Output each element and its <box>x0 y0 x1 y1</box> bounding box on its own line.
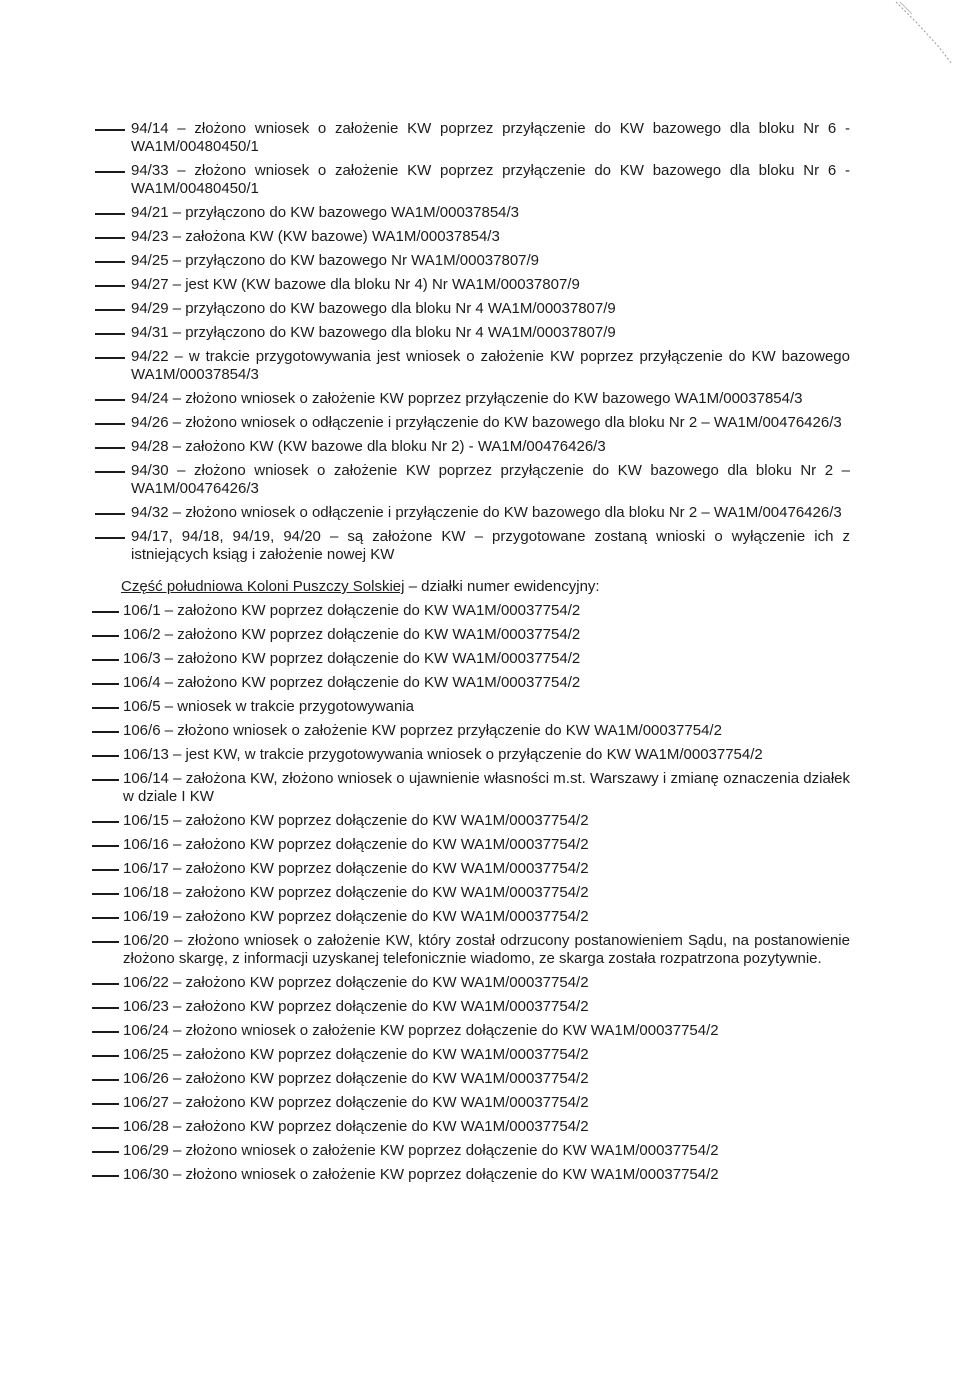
dash-bullet <box>92 731 119 733</box>
item-text: 106/25 – założono KW poprzez dołączenie do KW WA1M/00037754/2 <box>123 1046 589 1063</box>
list-item <box>0 860 960 878</box>
item-text: 94/25 – przyłączono do KW bazowego Nr WA1M/00037807/9 <box>131 252 540 269</box>
dash-bullet <box>92 917 119 919</box>
section-heading-underlined: Część południowa Koloni Puszczy Solskiej <box>121 578 405 595</box>
list-item <box>0 650 960 668</box>
dash-bullet <box>95 285 125 287</box>
list-item <box>0 746 960 764</box>
list-item <box>0 602 960 620</box>
dash-bullet <box>92 707 119 709</box>
dash-bullet <box>95 237 125 239</box>
dash-bullet <box>95 513 125 515</box>
section-heading <box>0 578 960 596</box>
item-text: 106/18 – założono KW poprzez dołączenie do KW WA1M/00037754/2 <box>123 884 589 901</box>
item-text: 94/21 – przyłączono do KW bazowego WA1M/00037854/3 <box>131 204 520 221</box>
list-item <box>0 998 960 1016</box>
list-item <box>0 528 960 564</box>
dash-bullet <box>95 333 125 335</box>
item-text: 106/19 – założono KW poprzez dołączenie do KW WA1M/00037754/2 <box>123 908 589 925</box>
list-item <box>0 120 960 156</box>
list-item <box>0 836 960 854</box>
dash-bullet <box>95 129 125 131</box>
item-text: 94/23 – założona KW (KW bazowe) WA1M/00037854/3 <box>131 228 500 245</box>
list-item <box>0 438 960 456</box>
item-text: 106/4 – założono KW poprzez dołączenie do KW WA1M/00037754/2 <box>123 674 581 691</box>
item-text: 94/30 – złożono wniosek o założenie KW poprzez przyłączenie do KW bazowego dla bloku Nr 2 – WA1M/00476426/3 <box>131 462 850 497</box>
item-text: 106/16 – założono KW poprzez dołączenie do KW WA1M/00037754/2 <box>123 836 589 853</box>
item-text: 106/3 – założono KW poprzez dołączenie do KW WA1M/00037754/2 <box>123 650 581 667</box>
dash-bullet <box>92 821 119 823</box>
item-text: 94/32 – złożono wniosek o odłączenie i przyłączenie do KW bazowego dla bloku Nr 2 – WA1M/00476426/3 <box>131 504 842 521</box>
list-item <box>0 414 960 432</box>
list-item <box>0 722 960 740</box>
dash-bullet <box>92 635 119 637</box>
list-item <box>0 1166 960 1184</box>
dash-bullet <box>92 1031 119 1033</box>
item-text: 106/24 – złożono wniosek o założenie KW poprzez dołączenie do KW WA1M/00037754/2 <box>123 1022 719 1039</box>
item-text: 94/14 – złożono wniosek o założenie KW poprzez przyłączenie do KW bazowego dla bloku Nr 6 - WA1M/00480450/1 <box>131 120 850 155</box>
item-text: 106/27 – założono KW poprzez dołączenie do KW WA1M/00037754/2 <box>123 1094 589 1111</box>
list-item <box>0 204 960 222</box>
dash-bullet <box>92 941 119 943</box>
dash-bullet <box>95 357 125 359</box>
list-item <box>0 1070 960 1088</box>
scan-artifact-mark <box>886 0 956 70</box>
list-item <box>0 1022 960 1040</box>
dash-bullet <box>95 423 125 425</box>
list-item <box>0 228 960 246</box>
list-item <box>0 504 960 522</box>
dash-bullet <box>95 447 125 449</box>
list-item <box>0 674 960 692</box>
item-text: 106/1 – założono KW poprzez dołączenie do KW WA1M/00037754/2 <box>123 602 581 619</box>
section-heading-rest: – działki numer ewidencyjny: <box>404 578 600 595</box>
dash-bullet <box>92 683 119 685</box>
dash-bullet <box>92 1055 119 1057</box>
list-item <box>0 812 960 830</box>
item-text: 106/22 – założono KW poprzez dołączenie do KW WA1M/00037754/2 <box>123 974 589 991</box>
item-text: 106/26 – założono KW poprzez dołączenie do KW WA1M/00037754/2 <box>123 1070 589 1087</box>
list-item <box>0 932 960 968</box>
item-text: 106/30 – złożono wniosek o założenie KW poprzez dołączenie do KW WA1M/00037754/2 <box>123 1166 719 1183</box>
dash-bullet <box>92 779 119 781</box>
dash-bullet <box>92 983 119 985</box>
list-item <box>0 1118 960 1136</box>
item-text: 94/22 – w trakcie przygotowywania jest wniosek o założenie KW poprzez przyłączenie do KW bazowego WA1M/00037854/3 <box>131 348 850 383</box>
item-text: 106/23 – założono KW poprzez dołączenie do KW WA1M/00037754/2 <box>123 998 589 1015</box>
list-item <box>0 1142 960 1160</box>
dash-bullet <box>92 845 119 847</box>
item-text: 106/14 – założona KW, złożono wniosek o ujawnienie własności m.st. Warszawy i zmianę oznaczenia działek w dziale I KW <box>123 770 850 805</box>
dash-bullet <box>95 171 125 173</box>
list-item <box>0 884 960 902</box>
dash-bullet <box>95 309 125 311</box>
item-text: 94/24 – złożono wniosek o założenie KW poprzez przyłączenie do KW bazowego WA1M/00037854/3 <box>131 390 803 407</box>
list-item <box>0 974 960 992</box>
dash-bullet <box>95 537 125 539</box>
list-item <box>0 626 960 644</box>
dash-bullet <box>95 399 125 401</box>
dash-bullet <box>92 1151 119 1153</box>
dash-bullet <box>95 213 125 215</box>
list-item <box>0 324 960 342</box>
dash-bullet <box>92 611 119 613</box>
item-text: 106/28 – założono KW poprzez dołączenie do KW WA1M/00037754/2 <box>123 1118 589 1135</box>
list-item <box>0 276 960 294</box>
dash-bullet <box>92 1103 119 1105</box>
dash-bullet <box>92 1175 119 1177</box>
dash-bullet <box>92 893 119 895</box>
item-text: 106/2 – założono KW poprzez dołączenie do KW WA1M/00037754/2 <box>123 626 581 643</box>
item-text: 106/29 – złożono wniosek o założenie KW poprzez dołączenie do KW WA1M/00037754/2 <box>123 1142 719 1159</box>
dash-bullet <box>95 261 125 263</box>
list-item <box>0 908 960 926</box>
item-text: 94/33 – złożono wniosek o założenie KW poprzez przyłączenie do KW bazowego dla bloku Nr 6 - WA1M/00480450/1 <box>131 162 850 197</box>
item-text: 94/26 – złożono wniosek o odłączenie i przyłączenie do KW bazowego dla bloku Nr 2 – WA1M/00476426/3 <box>131 414 842 431</box>
dash-bullet <box>95 471 125 473</box>
item-text: 106/13 – jest KW, w trakcie przygotowywania wniosek o przyłączenie do KW WA1M/00037754/2 <box>123 746 763 763</box>
item-text: 106/17 – założono KW poprzez dołączenie do KW WA1M/00037754/2 <box>123 860 589 877</box>
list-item <box>0 1046 960 1064</box>
list-item <box>0 698 960 716</box>
item-text: 94/27 – jest KW (KW bazowe dla bloku Nr 4) Nr WA1M/00037807/9 <box>131 276 580 293</box>
item-text: 94/28 – założono KW (KW bazowe dla bloku Nr 2) - WA1M/00476426/3 <box>131 438 606 455</box>
list-item <box>0 162 960 198</box>
list-item <box>0 770 960 806</box>
list-item <box>0 462 960 498</box>
dash-bullet <box>92 755 119 757</box>
dash-bullet <box>92 1079 119 1081</box>
list-item <box>0 348 960 384</box>
item-text: 106/20 – złożono wniosek o założenie KW, który został odrzucony postanowieniem Sądu, na postanowienie złożono skargę, z informacji uzyskanej telefonicznie wiadomo, ze skarga została rozpatrzona pozytywnie. <box>123 932 850 967</box>
list-item <box>0 1094 960 1112</box>
item-text: 106/5 – wniosek w trakcie przygotowywania <box>123 698 414 715</box>
item-text: 106/15 – założono KW poprzez dołączenie do KW WA1M/00037754/2 <box>123 812 589 829</box>
item-text: 94/17, 94/18, 94/19, 94/20 – są założone KW – przygotowane zostaną wnioski o wyłączenie ich z istniejących ksiąg i założenie nowej KW <box>131 528 850 563</box>
item-text: 106/6 – złożono wniosek o założenie KW poprzez przyłączenie do KW WA1M/00037754/2 <box>123 722 722 739</box>
list-item <box>0 300 960 318</box>
list-item <box>0 390 960 408</box>
dash-bullet <box>92 1127 119 1129</box>
dash-bullet <box>92 1007 119 1009</box>
item-text: 94/31 – przyłączono do KW bazowego dla bloku Nr 4 WA1M/00037807/9 <box>131 324 616 341</box>
parcel-list <box>0 120 960 1190</box>
item-text: 94/29 – przyłączono do KW bazowego dla bloku Nr 4 WA1M/00037807/9 <box>131 300 616 317</box>
dash-bullet <box>92 869 119 871</box>
list-item <box>0 252 960 270</box>
dash-bullet <box>92 659 119 661</box>
